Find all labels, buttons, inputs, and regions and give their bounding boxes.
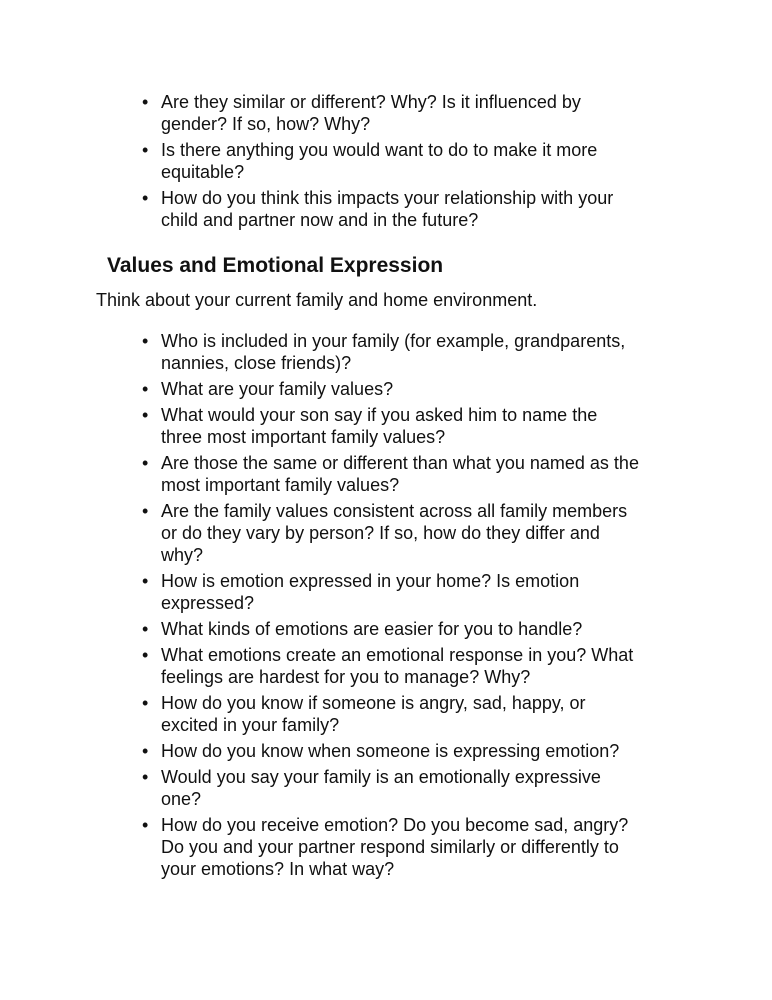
list-item: • Who is included in your family (for example, grandparents, nannies, close friends)? (142, 330, 642, 374)
list-item: • Are the family values consistent across all family members or do they vary by person? If so, how do they differ and why? (142, 500, 642, 566)
list-item: • Would you say your family is an emotionally expressive one? (142, 766, 642, 810)
list-item: • How is emotion expressed in your home? Is emotion expressed? (142, 570, 642, 614)
list-item: • What would your son say if you asked him to name the three most important family values? (142, 404, 642, 448)
bullet-list-top (142, 91, 642, 235)
list-item: • How do you know if someone is angry, sad, happy, or excited in your family? (142, 692, 642, 736)
bullet-list-values (142, 330, 642, 884)
list-item: • How do you think this impacts your relationship with your child and partner now and in the future? (142, 187, 642, 231)
list-item: • How do you receive emotion? Do you become sad, angry? Do you and your partner respond similarly or differently to your emotions? In what way? (142, 814, 642, 880)
list-item: • How do you know when someone is expressing emotion? (142, 740, 642, 762)
list-item: • Is there anything you would want to do to make it more equitable? (142, 139, 642, 183)
section-intro: Think about your current family and home environment. (96, 290, 538, 310)
list-item: • Are they similar or different? Why? Is it influenced by gender? If so, how? Why? (142, 91, 642, 135)
list-item: • What are your family values? (142, 378, 642, 400)
list-item: • What kinds of emotions are easier for you to handle? (142, 618, 642, 640)
list-item: • Are those the same or different than what you named as the most important family values? (142, 452, 642, 496)
section-heading: Values and Emotional Expression (107, 254, 444, 277)
list-item: • What emotions create an emotional response in you? What feelings are hardest for you to manage? Why? (142, 644, 642, 688)
